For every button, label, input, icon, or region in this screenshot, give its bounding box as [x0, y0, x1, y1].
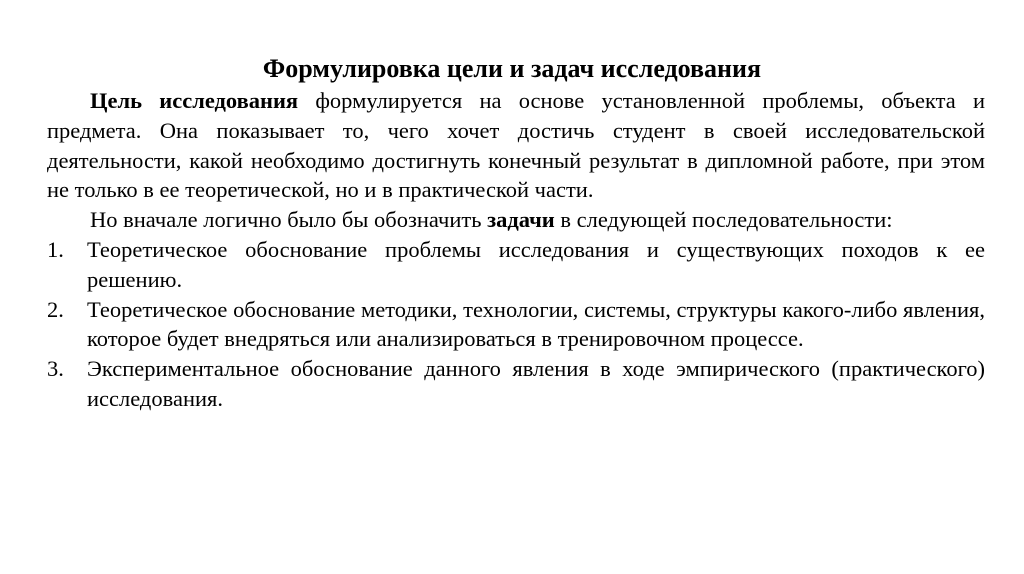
slide-title: Формулировка цели и задач исследования [262, 54, 762, 83]
task-item-1 [47, 235, 985, 295]
task-text: Экспериментальное обоснование данного явления в ходе эмпирического (практического) исследования. [87, 356, 985, 411]
task-number: 1. [47, 236, 64, 262]
tasks-term: задачи [487, 207, 555, 233]
slide-body [47, 86, 985, 414]
task-number: 2. [47, 296, 64, 322]
task-text: Теоретическое обоснование методики, технологии, системы, структуры какого-либо явления, которое будет внедряться или анализироваться в тренировочном процессе. [87, 296, 985, 352]
goal-term: Цель исследования [90, 88, 299, 113]
task-number: 3. [47, 356, 64, 382]
task-item-2 [47, 295, 985, 355]
goal-paragraph [47, 86, 985, 205]
tasks-intro-before: Но вначале логично было бы обозначить [90, 207, 488, 233]
goal-description: формулируется на основе установленной проблемы, объекта и предмета. Она показывает то, чего хочет достичь студент в своей исследовательской деятельности, какой необходимо достигнуть конечный результат в дипломной работе, при этом не только в ее теоретической, но и в практической части. [47, 88, 985, 203]
tasks-intro-paragraph [47, 205, 985, 235]
task-text: Теоретическое обоснование проблемы исследования и существующих походов к ее решению. [87, 236, 985, 292]
task-item-3 [47, 354, 985, 414]
tasks-intro-after: в следующей последовательности: [554, 207, 893, 233]
